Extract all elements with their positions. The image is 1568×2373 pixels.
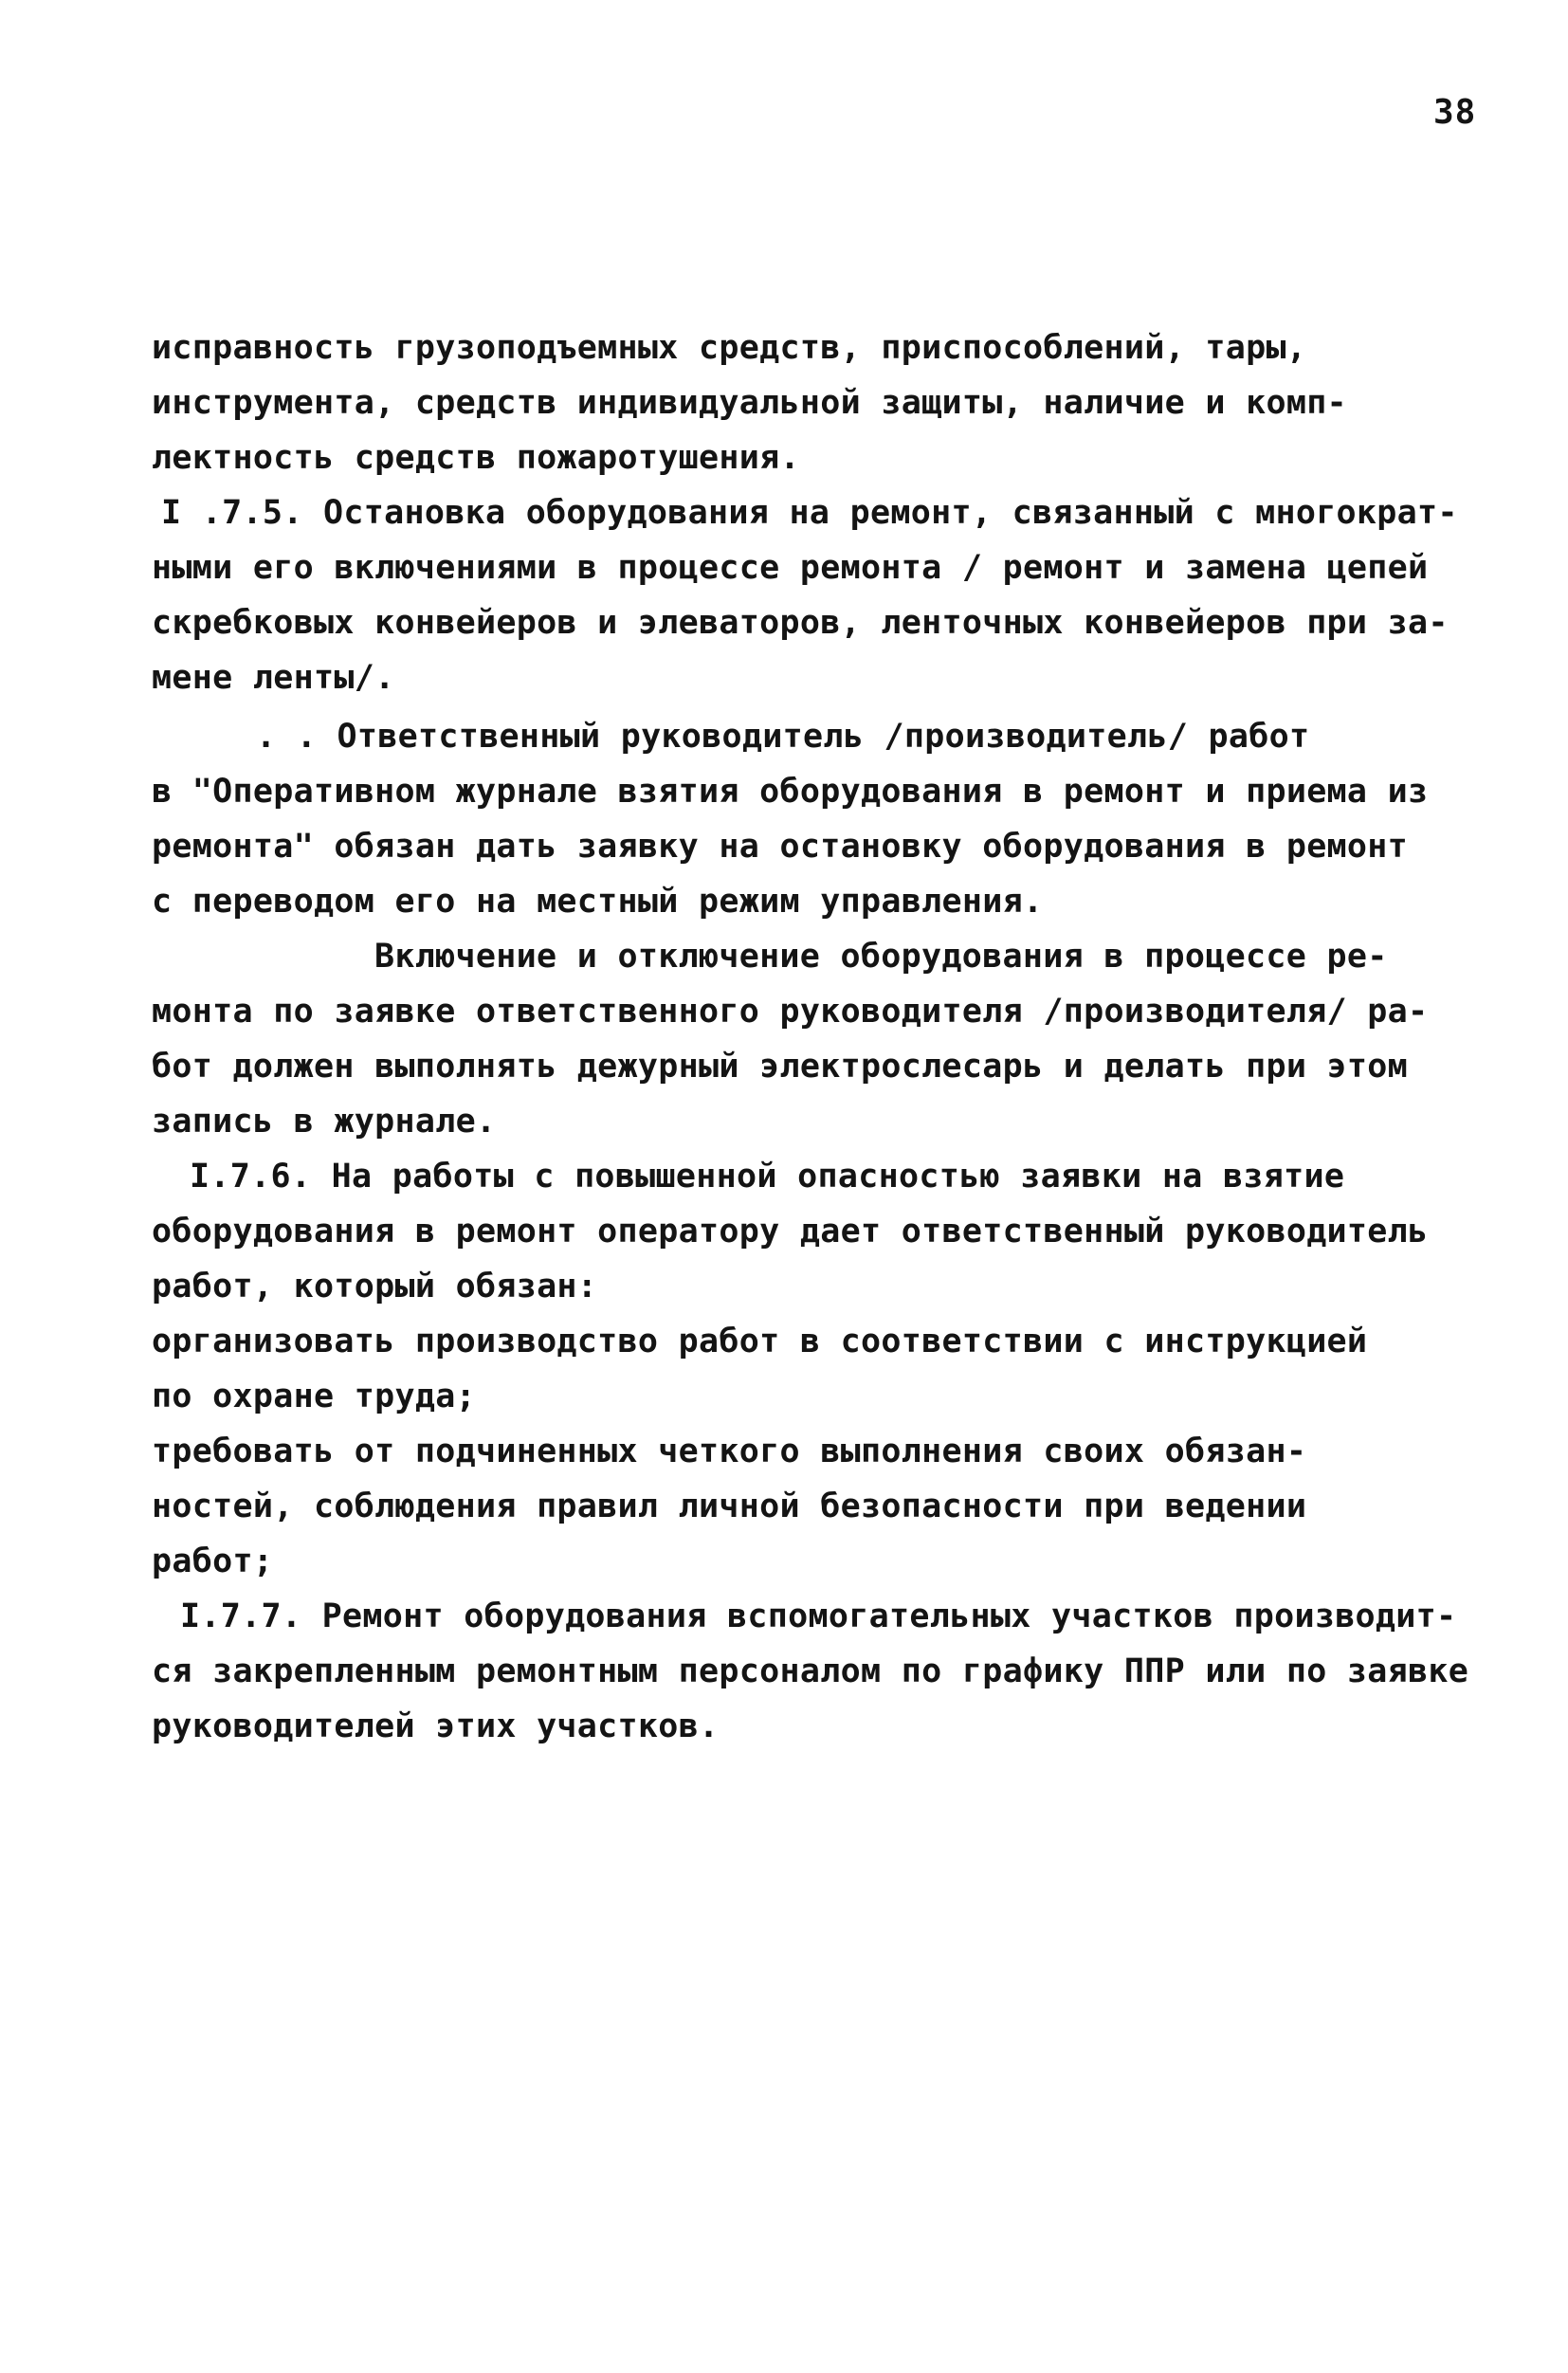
text-line: I.7.6. На работы с повышенной опасностью заявки на взятие: [190, 1158, 1345, 1196]
paragraph-require: [152, 1424, 1479, 1589]
text-line: оборудования в ремонт оператору дает ответственный руководитель: [152, 1213, 1429, 1250]
text-line: по охране труда;: [152, 1378, 476, 1415]
text-line: I.7.7. Ремонт оборудования вспомогательных участков производит-: [180, 1597, 1457, 1635]
text-line: руководителей этих участков.: [152, 1707, 720, 1745]
text-line: бот должен выполнять дежурный электрослесарь и делать при этом: [152, 1048, 1409, 1086]
paragraph-responsible-manager: [152, 709, 1479, 929]
text-line: ностей, соблюдения правил личной безопасности при ведении: [152, 1488, 1307, 1525]
text-line: в "Оперативном журнале взятия оборудования в ремонт и приема из: [152, 773, 1429, 811]
paragraph-1-7-6: [152, 1149, 1479, 1314]
text-line: ремонта" обязан дать заявку на остановку оборудования в ремонт: [152, 828, 1409, 866]
paragraph-organize: [152, 1314, 1479, 1424]
text-line: исправность грузоподъемных средств, приспособлений, тары,: [152, 329, 1307, 367]
text-line: лектность средств пожаротушения.: [152, 439, 800, 477]
document-body: [152, 320, 1479, 1754]
text-line: I .7.5. Остановка оборудования на ремонт, связанный с многократ-: [161, 494, 1458, 532]
text-line: организовать производство работ в соответствии с инструкцией: [152, 1323, 1368, 1360]
paragraph-1-7-5: [152, 485, 1479, 705]
text-line: требовать от подчиненных четкого выполнения своих обязан-: [152, 1433, 1307, 1470]
text-line: инструмента, средств индивидуальной защиты, наличие и комп-: [152, 384, 1347, 422]
text-line: работ, который обязан:: [152, 1268, 598, 1305]
page-number: 38: [1433, 93, 1477, 132]
text-line: с переводом его на местный режим управления.: [152, 883, 1044, 921]
paragraph-switching: [152, 929, 1479, 1149]
text-line: ными его включениями в процессе ремонта / ремонт и замена цепей: [152, 549, 1429, 587]
text-line: монта по заявке ответственного руководителя /производителя/ ра-: [152, 993, 1429, 1031]
text-line: ся закрепленным ремонтным персоналом по графику ППР или по заявке: [152, 1652, 1469, 1690]
text-line: работ;: [152, 1542, 274, 1580]
text-line: мене ленты/.: [152, 659, 395, 697]
text-line: скребковых конвейеров и элеваторов, ленточных конвейеров при за-: [152, 604, 1449, 642]
paragraph-1-7-7: [152, 1589, 1479, 1754]
paragraph-equipment-check: [152, 320, 1479, 485]
text-line: . . Ответственный руководитель /производитель/ работ: [256, 718, 1310, 756]
text-line: Включение и отключение оборудования в процессе ре-: [374, 938, 1388, 976]
text-line: запись в журнале.: [152, 1103, 497, 1141]
